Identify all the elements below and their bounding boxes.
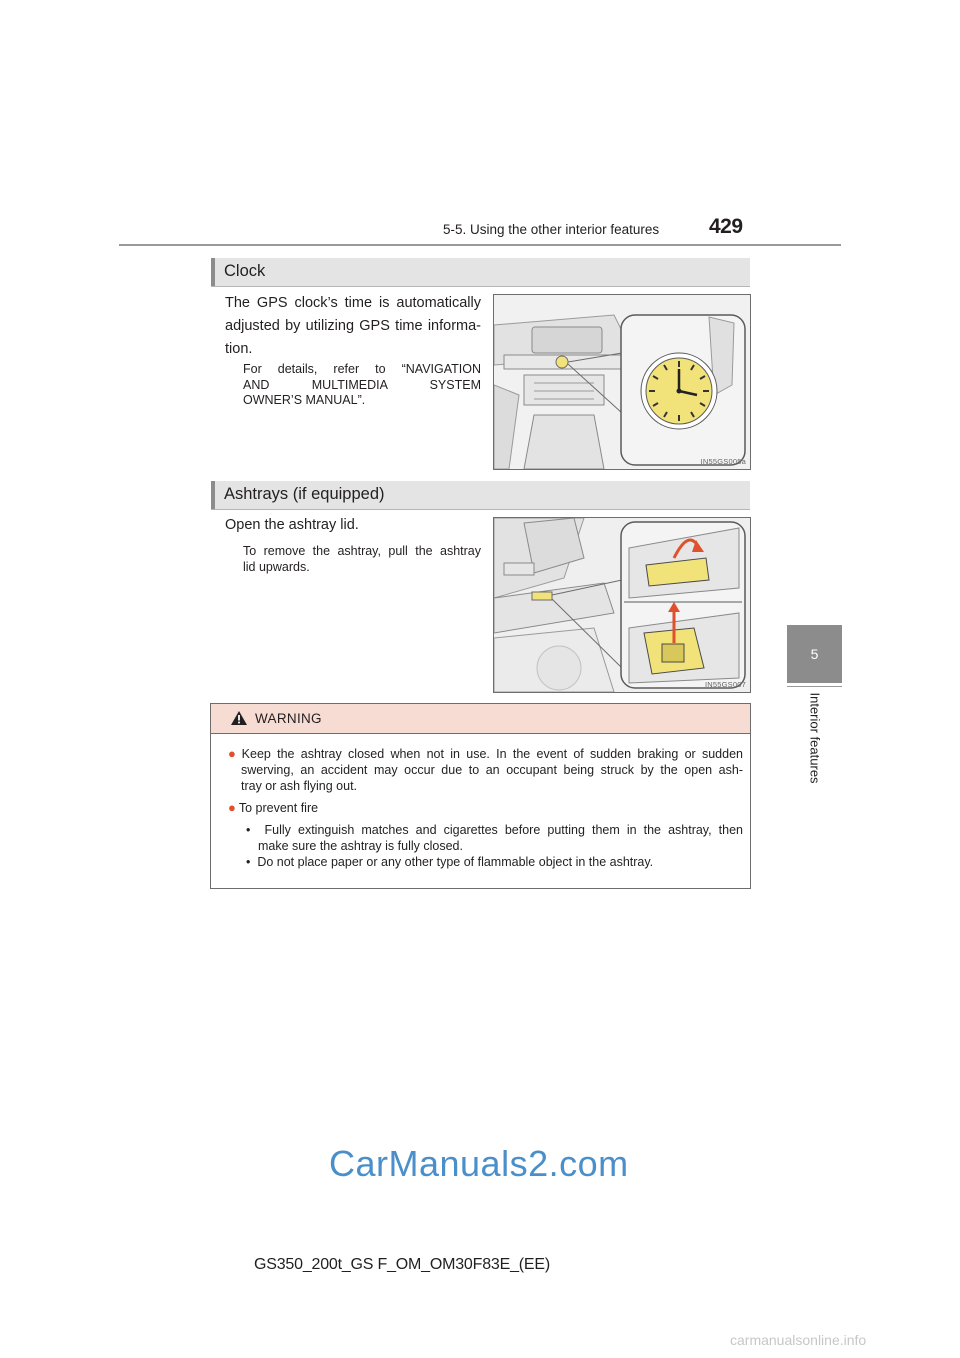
- watermark-footer[interactable]: carmanualsonline.info: [730, 1332, 867, 1348]
- ashtrays-heading-text: Ashtrays (if equipped): [224, 485, 385, 503]
- clock-illustration: [494, 295, 750, 469]
- ashtrays-note: [243, 544, 481, 575]
- warning-header: [211, 704, 750, 734]
- warning-subitem-line: make sure the ashtray is fully closed.: [258, 839, 463, 853]
- clock-note-line: OWNER’S MANUAL”.: [243, 393, 366, 407]
- bullet-icon: ●: [228, 800, 236, 815]
- ashtrays-body: Open the ashtray lid.: [225, 517, 359, 533]
- clock-body-line: tion.: [225, 341, 253, 357]
- clock-body-line: adjusted by utilizing GPS time informa-: [225, 318, 481, 334]
- ashtray-figure: [493, 517, 751, 693]
- chapter-tab[interactable]: [787, 625, 842, 683]
- ashtrays-note-line: To remove the ashtray, pull the ashtray: [243, 544, 481, 558]
- bullet-icon: ●: [228, 746, 239, 761]
- warning-box: [210, 703, 751, 889]
- clock-note: [243, 362, 481, 409]
- clock-body-line: The GPS clock’s time is automatically: [225, 295, 481, 311]
- watermark-logo[interactable]: CarManuals2.com: [329, 1143, 629, 1184]
- warning-subitem: [246, 822, 743, 854]
- warning-subitem-text: Do not place paper or any other type of flammable object in the ashtray.: [257, 855, 654, 869]
- chapter-divider: [787, 686, 842, 687]
- clock-heading-text: Clock: [224, 262, 266, 280]
- sub-bullet: •: [246, 823, 265, 837]
- warning-title: WARNING: [255, 711, 322, 726]
- warning-subitem: [246, 854, 743, 870]
- ashtray-figure-code: IN55GS007: [705, 680, 746, 689]
- clock-body: [225, 292, 481, 361]
- ashtray-illustration: [494, 518, 750, 692]
- sub-bullet: •: [246, 855, 258, 869]
- ashtrays-note-line: lid upwards.: [243, 559, 310, 574]
- clock-figure: [493, 294, 751, 470]
- warning-item-text: To prevent fire: [238, 801, 319, 815]
- clock-figure-code: IN55GS005a: [700, 457, 746, 466]
- clock-note-line: AND MULTIMEDIA SYSTEM: [243, 377, 481, 392]
- warning-icon: [230, 710, 248, 726]
- clock-heading: [211, 258, 750, 287]
- warning-item-line: tray or ash flying out.: [241, 779, 358, 793]
- warning-subitem-line: Fully extinguish matches and cigarettes before putting them in the ashtray, then: [264, 823, 744, 837]
- header-rule: [119, 244, 841, 246]
- chapter-number: 5: [810, 646, 819, 662]
- footer-doc-code: GS350_200t_GS F_OM_OM30F83E_(EE): [254, 1256, 550, 1273]
- page-number: 429: [709, 215, 743, 238]
- section-title: 5-5. Using the other interior features: [443, 222, 660, 237]
- warning-item-line: swerving, an accident may occur due to an occupant being struck by the open ash-: [241, 763, 743, 777]
- warning-item: [228, 746, 743, 794]
- warning-item: [228, 800, 743, 816]
- ashtrays-heading: [211, 481, 750, 510]
- clock-note-line: For details, refer to “NAVIGATION: [243, 362, 481, 376]
- chapter-title: Interior features: [807, 692, 823, 784]
- warning-item-line: Keep the ashtray closed when not in use. In the event of sudden braking or sudden: [241, 747, 743, 761]
